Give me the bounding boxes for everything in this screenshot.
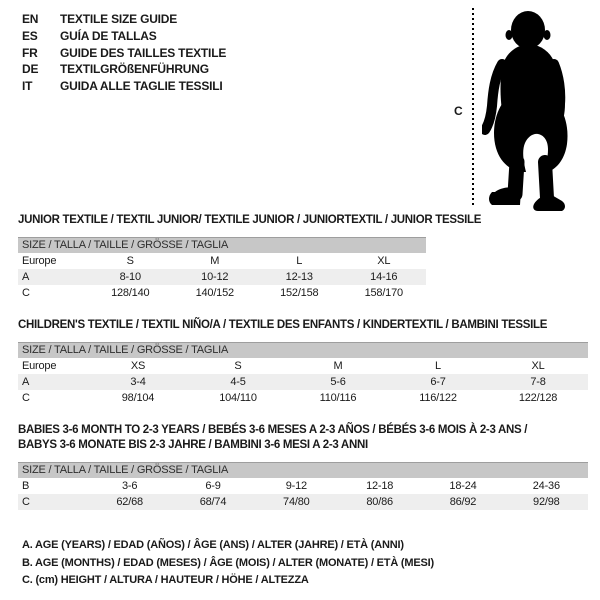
size-section <box>18 423 588 510</box>
language-label: GUIDA ALLE TAGLIE TESSILI <box>60 79 223 94</box>
language-list <box>22 11 226 95</box>
table-cell: 24-36 <box>532 480 560 492</box>
language-row <box>22 78 226 95</box>
language-row <box>22 28 226 45</box>
section-title: BABYS 3-6 MONATE BIS 2-3 JAHRE / BAMBINI 3-6 MESI A 2-3 ANNI <box>18 439 368 451</box>
table-cell: 140/152 <box>195 287 234 299</box>
table-cell: 8-10 <box>119 271 141 283</box>
size-section <box>18 213 588 301</box>
size-table <box>18 342 588 406</box>
section-title: JUNIOR TEXTILE / TEXTIL JUNIOR/ TEXTILE JUNIOR / JUNIORTEXTIL / JUNIOR TESSILE <box>18 214 482 226</box>
table-cell: 152/158 <box>280 287 319 299</box>
size-table <box>18 462 588 510</box>
row-label: C <box>22 287 30 299</box>
table-cell: S <box>126 255 134 267</box>
language-label: GUÍA DE TALLAS <box>60 28 157 43</box>
row-label: C <box>22 392 30 404</box>
table-cell: 68/74 <box>199 496 227 508</box>
legend <box>22 537 434 590</box>
size-table-header: SIZE / TALLA / TAILLE / GRÖSSE / TAGLIA <box>18 237 426 253</box>
size-table-header: SIZE / TALLA / TAILLE / GRÖSSE / TAGLIA <box>18 462 588 478</box>
table-row <box>18 269 426 285</box>
language-label: GUIDE DES TAILLES TEXTILE <box>60 45 227 60</box>
height-label-c: C <box>454 104 463 118</box>
size-table-header: SIZE / TALLA / TAILLE / GRÖSSE / TAGLIA <box>18 342 588 358</box>
language-code: FR <box>22 45 38 60</box>
table-row <box>18 494 588 510</box>
language-code: ES <box>22 28 38 43</box>
language-code: EN <box>22 12 39 26</box>
table-cell: 104/110 <box>219 392 257 404</box>
table-cell: 14-16 <box>370 271 398 283</box>
row-label: A <box>22 271 30 283</box>
table-cell: 80/86 <box>366 496 393 508</box>
table-cell: 4-5 <box>230 376 246 388</box>
row-label: Europe <box>22 255 57 267</box>
table-cell: 116/122 <box>419 392 457 404</box>
table-cell: 10-12 <box>201 271 229 283</box>
row-label: B <box>22 480 30 492</box>
section-title: BABIES 3-6 MONTH TO 2-3 YEARS / BEBÉS 3-6 MESES A 2-3 AÑOS / BÉBÉS 3-6 MOIS À 2-3 ANS / <box>18 424 528 436</box>
table-cell: 18-24 <box>449 480 477 492</box>
height-measure-dotted-line <box>472 8 474 208</box>
language-row <box>22 45 226 62</box>
row-label: Europe <box>22 360 57 372</box>
baby-silhouette-image <box>482 6 574 212</box>
table-row <box>18 390 588 406</box>
table-cell: 7-8 <box>530 376 546 388</box>
table-cell: 5-6 <box>330 376 346 388</box>
legend-line: C. (cm) HEIGHT / ALTURA / HAUTEUR / HÖHE / ALTEZZA <box>22 574 309 586</box>
table-cell: 74/80 <box>283 496 310 508</box>
table-cell: M <box>210 255 220 267</box>
table-cell: 128/140 <box>111 287 150 299</box>
table-cell: 12-13 <box>285 271 313 283</box>
table-cell: 86/92 <box>449 496 477 508</box>
table-cell: 158/170 <box>364 287 403 299</box>
table-cell: 3-6 <box>122 480 138 492</box>
table-cell: 6-7 <box>430 376 446 388</box>
table-cell: 3-4 <box>130 376 146 388</box>
language-code: DE <box>22 62 39 77</box>
table-cell: 62/68 <box>116 496 143 508</box>
language-row <box>22 11 226 28</box>
table-row <box>18 253 426 269</box>
table-cell: 98/104 <box>121 392 155 404</box>
table-cell: 9-12 <box>285 480 307 492</box>
table-cell: 110/116 <box>319 392 357 404</box>
table-row <box>18 478 588 494</box>
size-section <box>18 318 588 406</box>
table-cell: M <box>333 360 343 372</box>
row-label: A <box>22 376 30 388</box>
legend-line: A. AGE (YEARS) / EDAD (AÑOS) / ÂGE (ANS) / ALTER (JAHRE) / ETÀ (ANNI) <box>22 539 404 551</box>
table-cell: XL <box>531 360 545 372</box>
language-code: IT <box>22 79 33 94</box>
language-label: TEXTILE SIZE GUIDE <box>60 12 178 26</box>
table-cell: L <box>296 255 303 267</box>
table-row <box>18 374 588 390</box>
legend-line: B. AGE (MONTHS) / EDAD (MESES) / ÂGE (MOIS) / ALTER (MONATE) / ETÀ (MESI) <box>22 556 434 569</box>
language-label: TEXTILGRÖßENFÜHRUNG <box>60 62 209 77</box>
table-cell: 92/98 <box>533 496 560 508</box>
table-cell: XS <box>130 360 146 372</box>
table-cell: L <box>435 360 441 372</box>
table-cell: 6-9 <box>205 480 221 492</box>
table-cell: 12-18 <box>366 480 394 492</box>
table-cell: XL <box>377 255 391 267</box>
section-title: CHILDREN'S TEXTILE / TEXTIL NIÑO/A / TEXTILE DES ENFANTS / KINDERTEXTIL / BAMBINI TESSILE <box>18 319 548 331</box>
size-table <box>18 237 426 301</box>
row-label: C <box>22 496 30 508</box>
table-cell: 122/128 <box>518 392 558 404</box>
table-cell: S <box>234 360 242 372</box>
language-row <box>22 61 226 78</box>
size-sections <box>18 213 588 527</box>
table-row <box>18 358 588 374</box>
table-row <box>18 285 426 301</box>
